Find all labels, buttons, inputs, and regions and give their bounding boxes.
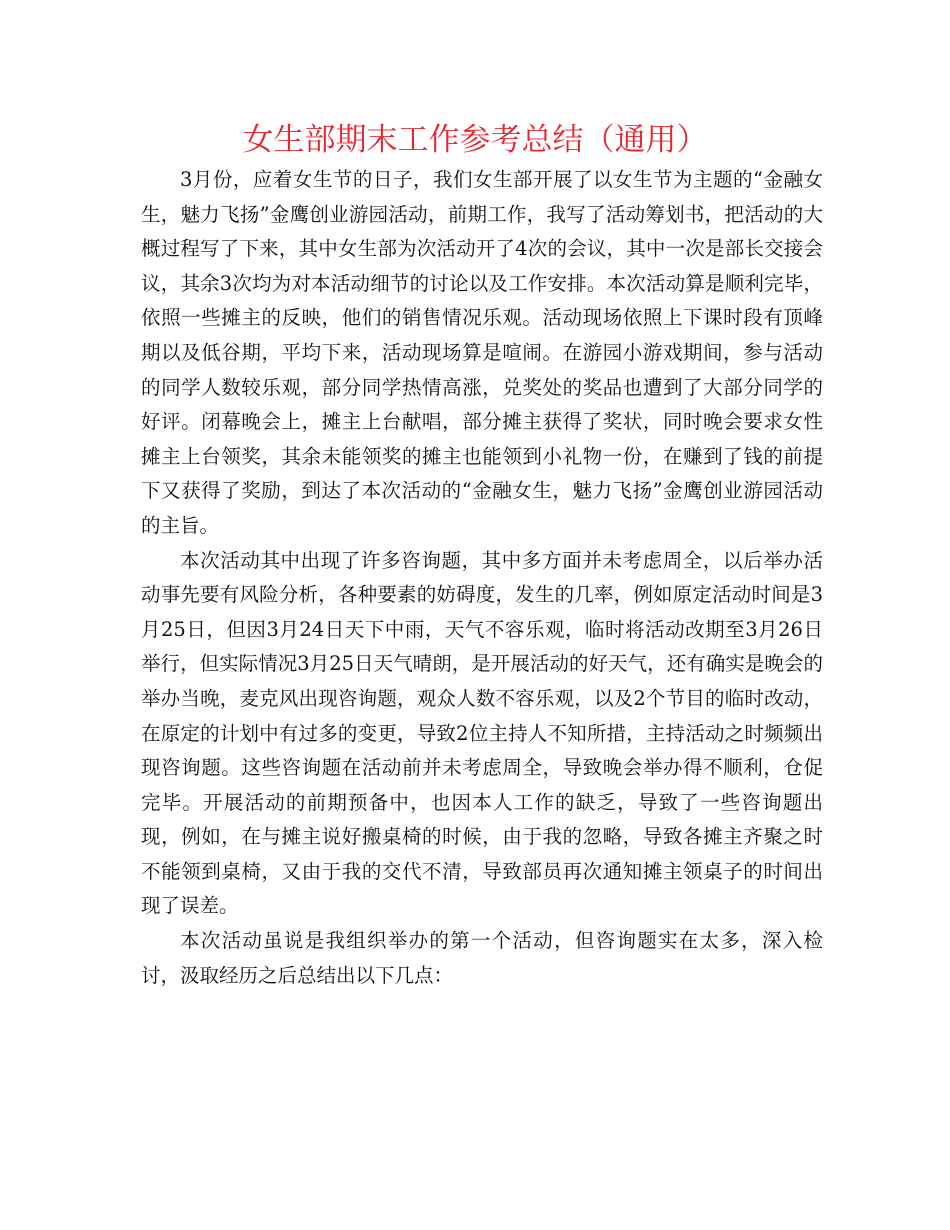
document-title: 女生部期末工作参考总结（通用） xyxy=(242,122,708,158)
paragraph-1: 3月份，应着女生节的日子，我们女生部开展了以女生节为主题的“金融女生，魅力飞扬”金鹰创业游园活动，前期工作，我写了活动筹划书，把活动的大概过程写了下来，其中女生部为次活动开了4次的会议，其中一次是部长交接会议，其余3次均为对本活动细节的讨论以及工作安排。本次活动算是顺利完毕，依照一些摊主的反映，他们的销售情况乐观。活动现场依照上下课时段有顶峰期以及低谷期，平均下来，活动现场算是喧闹。在游园小游戏期间，参与活动的同学人数较乐观，部分同学热情高涨，兑奖处的奖品也遭到了大部分同学的好评。闭幕晚会上，摊主上台献唱，部分摊主获得了奖状，同时晚会要求女性摊主上台领奖，其余未能领奖的摊主也能领到小礼物一份，在赚到了钱的前提下又获得了奖励，到达了本次活动的“金融女生，魅力飞扬”金鹰创业游园活动的主旨。 xyxy=(141,168,823,537)
paragraph-3: 本次活动虽说是我组织举办的第一个活动，但咨询题实在太多，深入检讨，汲取经历之后总结出以下几点： xyxy=(141,929,823,987)
document-body xyxy=(141,163,823,993)
paragraph-2: 本次活动其中出现了许多咨询题，其中多方面并未考虑周全，以后举办活动事先要有风险分析，各种要素的妨碍度，发生的几率，例如原定活动时间是3月25日，但因3月24日天下中雨，天气不容乐观，临时将活动改期至3月26日举行，但实际情况3月25日天气晴朗，是开展活动的好天气，还有确实是晚会的举办当晚，麦克风出现咨询题，观众人数不容乐观，以及2个节目的临时改动，在原定的计划中有过多的变更，导致2位主持人不知所措，主持活动之时频频出现咨询题。这些咨询题在活动前并未考虑周全，导致晚会举办得不顺利，仓促完毕。开展活动的前期预备中，也因本人工作的缺乏，导致了一些咨询题出现，例如，在与摊主说好搬桌椅的时候，由于我的忽略，导致各摊主齐聚之时不能领到桌椅，又由于我的交代不清，导致部员再次通知摊主领桌子的时间出现了误差。 xyxy=(141,548,823,918)
